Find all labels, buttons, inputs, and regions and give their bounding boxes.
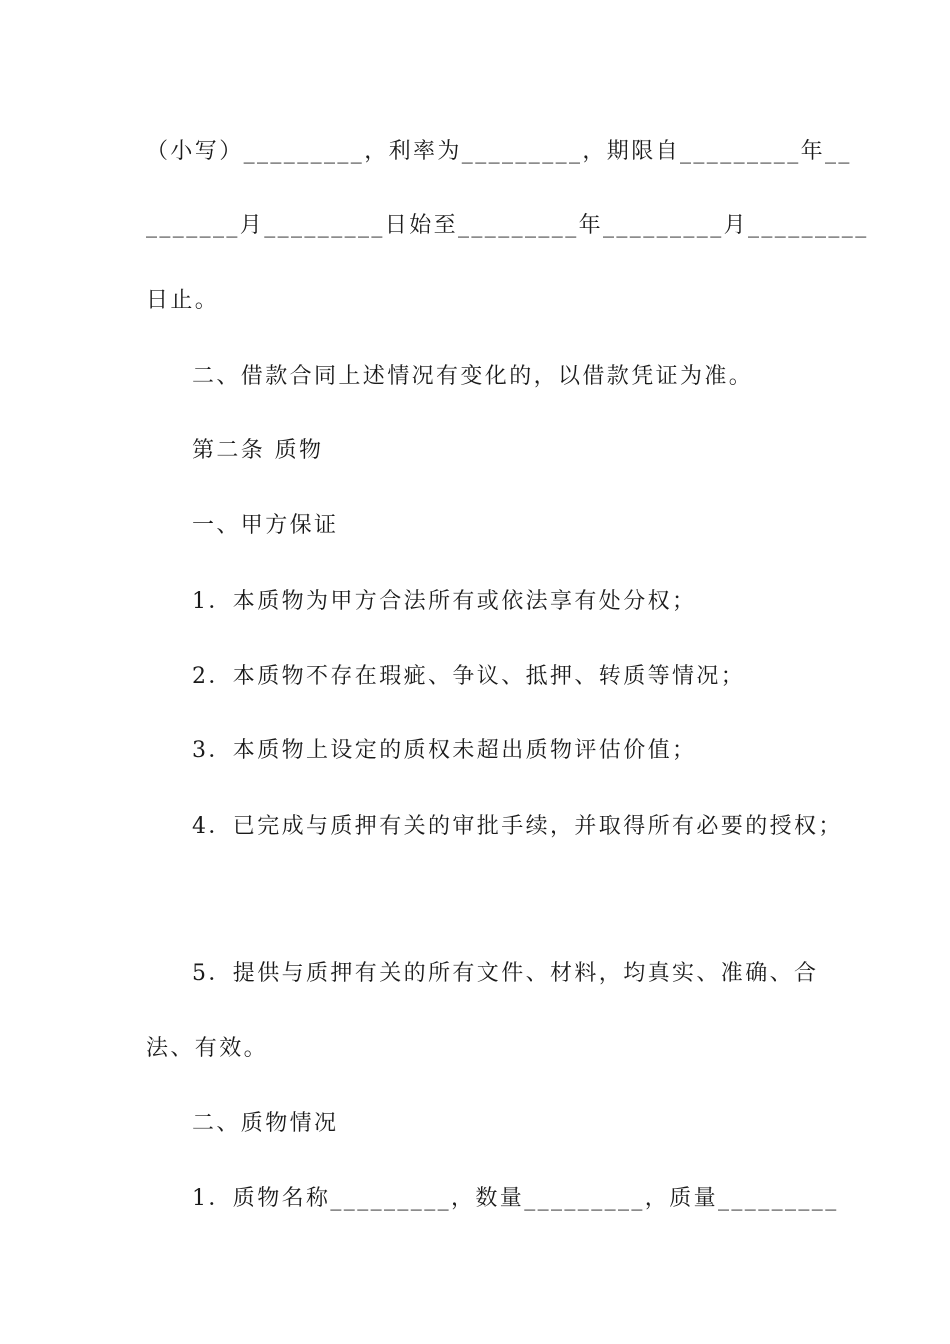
section-heading-pledge-info: 二、质物情况 <box>192 1111 339 1136</box>
text-line-loan-amount: （小写）_________，利率为_________，期限自_________年__ <box>146 139 852 164</box>
pledge-info-item-1: 1．质物名称_________，数量_________，质量_________ <box>192 1186 839 1211</box>
list-item-4: 4．已完成与质押有关的审批手续，并取得所有必要的授权； <box>192 814 843 839</box>
list-item-5: 5．提供与质押有关的所有文件、材料，均真实、准确、合 <box>192 961 819 986</box>
list-item-1: 1．本质物为甲方合法所有或依法享有处分权； <box>192 589 697 614</box>
text-line-loan-term: _______月_________日始至_________年_________月_________ <box>146 213 869 238</box>
section-heading-guarantee: 一、甲方保证 <box>192 513 339 538</box>
list-item-5-continued: 法、有效。 <box>146 1036 269 1061</box>
list-item-2: 2．本质物不存在瑕疵、争议、抵押、转质等情况； <box>192 664 746 689</box>
list-item-3: 3．本质物上设定的质权未超出质物评估价值； <box>192 738 697 763</box>
text-line-term-end: 日止。 <box>146 288 220 313</box>
text-line-clause-2: 二、借款合同上述情况有变化的，以借款凭证为准。 <box>192 364 754 389</box>
article-heading: 第二条 质物 <box>192 438 324 463</box>
